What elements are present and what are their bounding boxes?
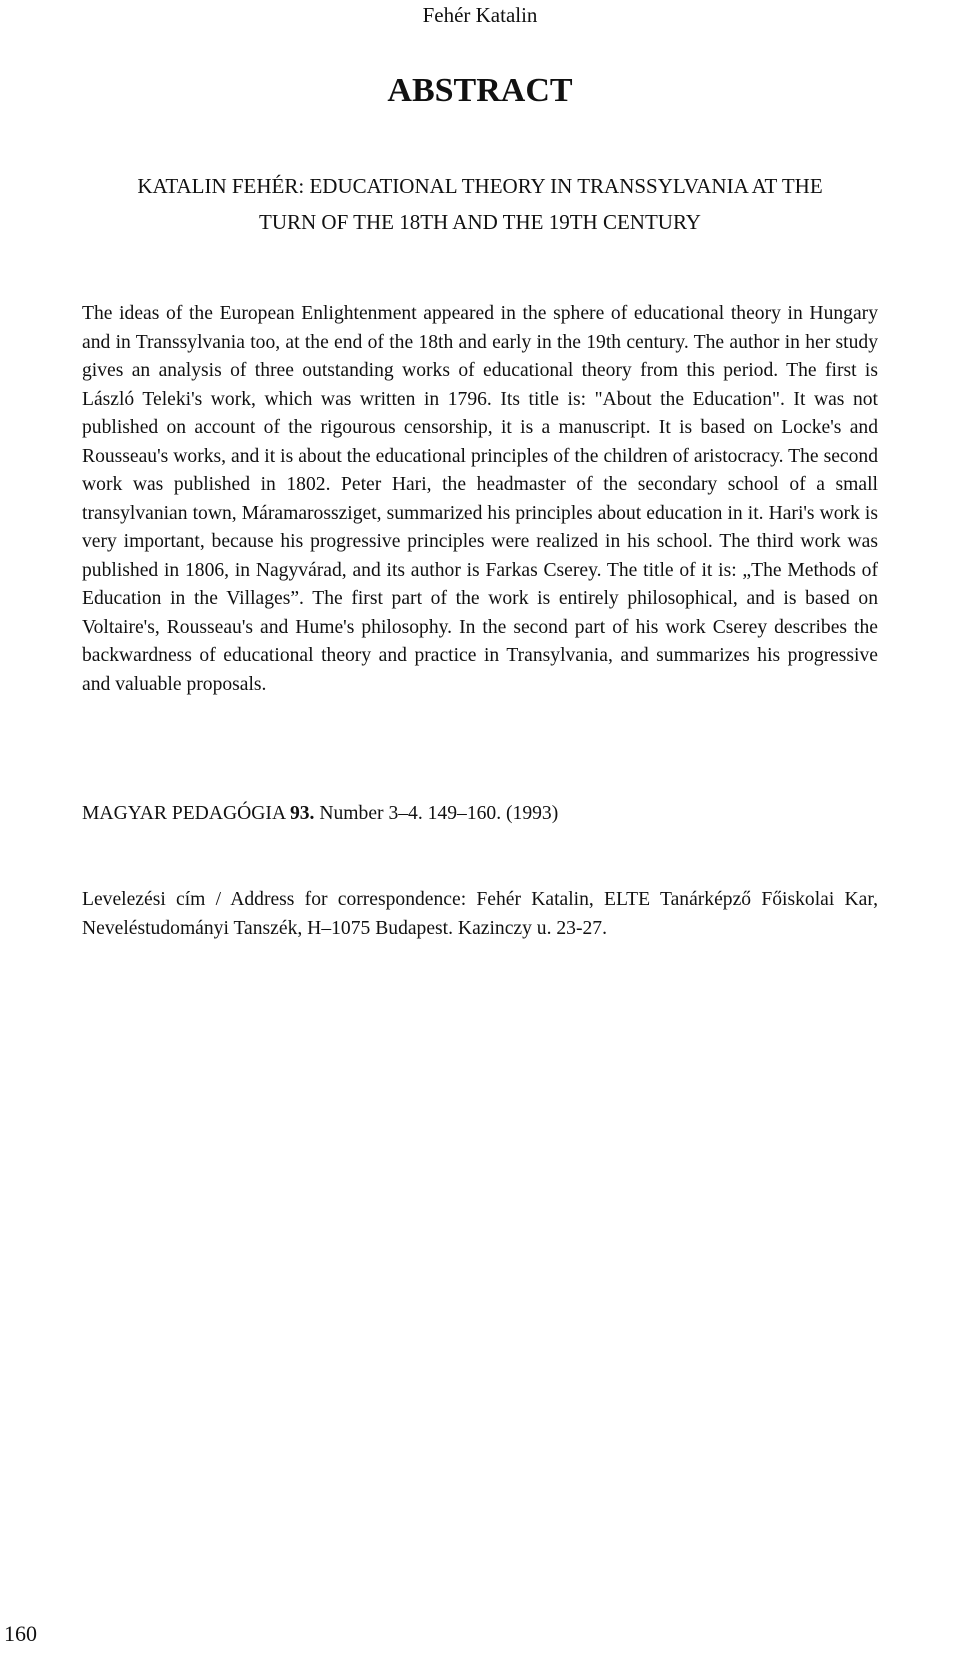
page-number: 160 (4, 1621, 37, 1646)
journal-volume: 93. (289, 803, 315, 824)
abstract-heading: ABSTRACT (387, 72, 573, 109)
journal-issue-pages: Number 3–4. 149–160. (1993) (319, 803, 559, 824)
correspondence-address: Levelezési cím / Address for correspondence: Fehér Katalin, ELTE Tanárképző Főiskolai Kar, Neveléstudományi Tanszék, H–1075 Budapest. Kazinczy u. 23-27. (82, 889, 878, 939)
article-title-line-1: KATALIN FEHÉR: EDUCATIONAL THEORY IN TRANSSYLVANIA AT THE (137, 174, 823, 198)
journal-citation (82, 800, 878, 828)
article-title (0, 168, 960, 240)
running-header-author: Fehér Katalin (422, 3, 538, 27)
journal-name: MAGYAR PEDAGÓGIA (82, 803, 286, 824)
abstract-body: The ideas of the European Enlightenment appeared in the sphere of educational theory in Hungary and in Transsylvania too, at the end of the 18th and early in the 19th century. The author in her study gives an analysis of three outstanding works of educational theory from this period. The first is László Teleki's work, which was written in 1796. Its title is: "About the Education". It was not published on account of the rigourous censorship, it is a manuscript. It is based on Locke's and Rousseau's works, and it is about the educational principles of the children of aristocracy. The second work was published in 1802. Peter Hari, the headmaster of the secondary school of a small transylvanian town, Máramarossziget, summarized his principles about education in it. Hari's work is very important, because his progressive principles were realized in his school. The third work was published in 1806, in Nagyvárad, and its author is Farkas Cserey. The title of it is: „The Methods of Education in the Villages”. The first part of the work is entirely philosophical, and is based on Voltaire's, Rousseau's and Hume's philosophy. In the second part of his work Cserey describes the backwardness of educational theory and practice in Transylvania, and summarizes his progressive and valuable proposals. (82, 303, 878, 695)
article-title-line-2: TURN OF THE 18TH AND THE 19TH CENTURY (259, 210, 701, 234)
